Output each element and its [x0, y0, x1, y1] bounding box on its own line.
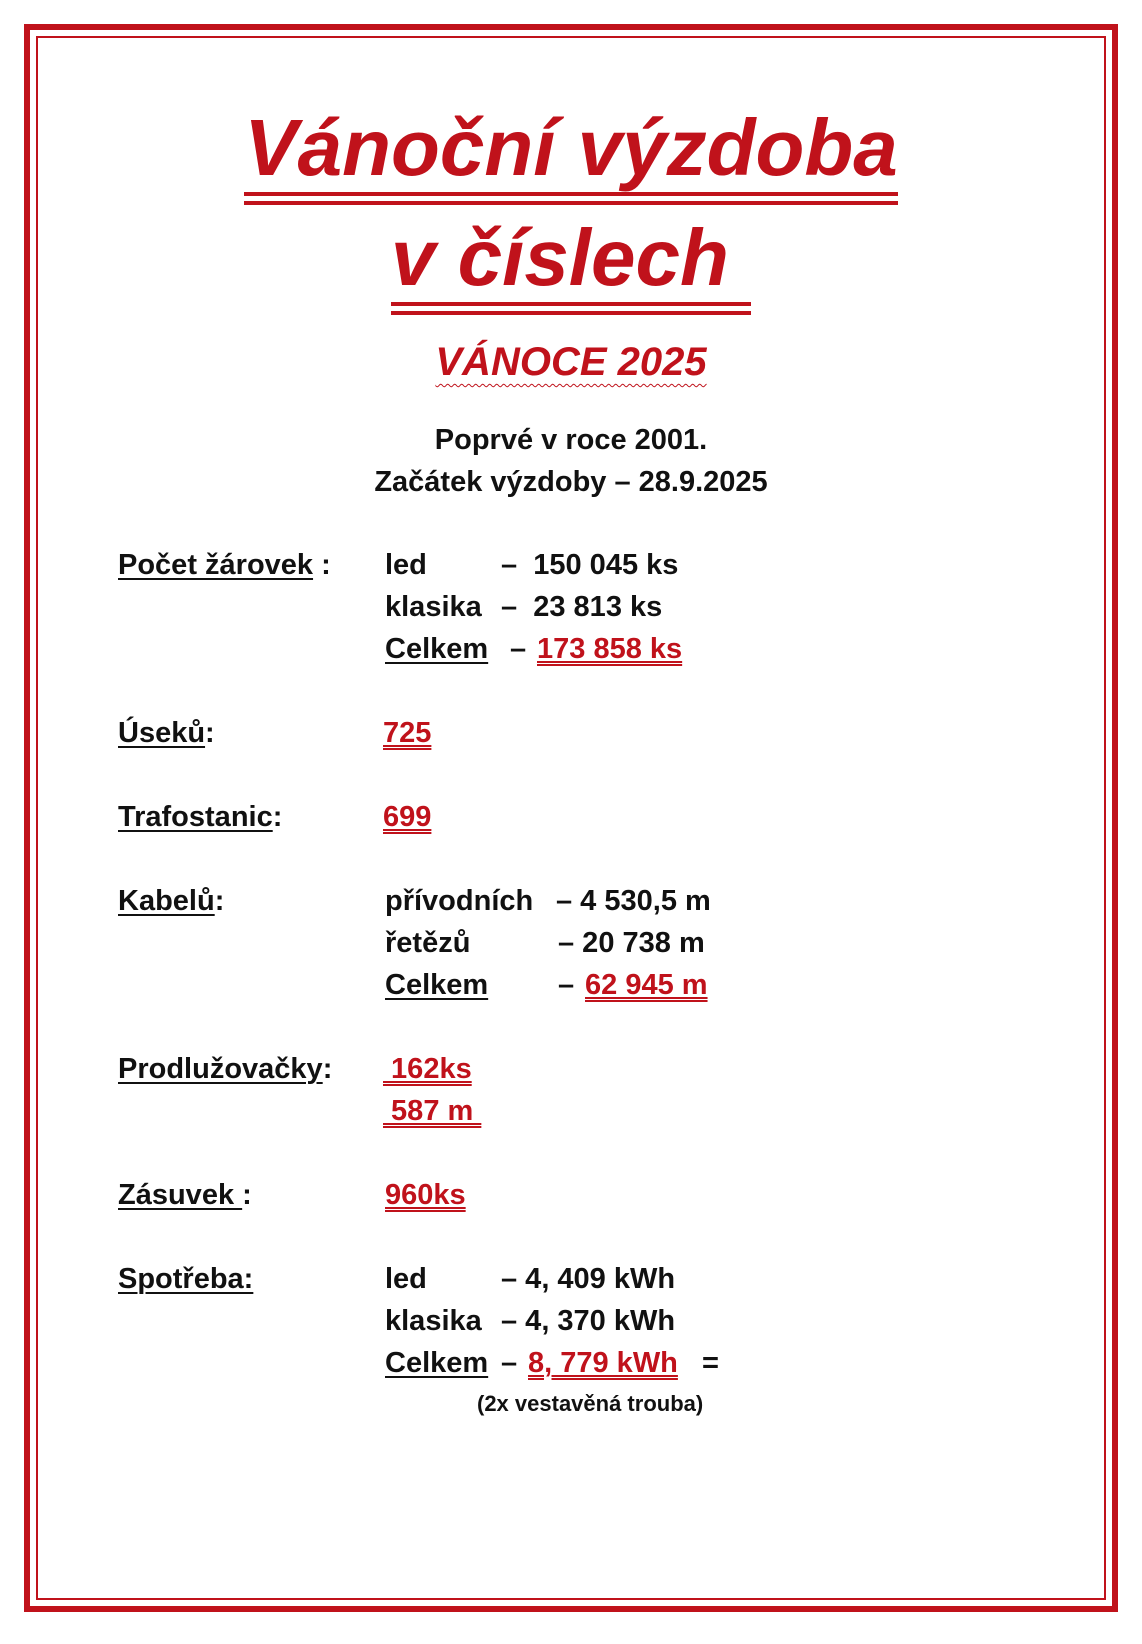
zarovky-led-value: – 150 045 ks [501, 549, 679, 581]
kabelu-label: Kabelů [118, 885, 215, 917]
spotreba-klasika-value: – 4, 370 kWh [501, 1305, 676, 1337]
prodluzovacky-value-1: 162ks [383, 1053, 472, 1085]
spotreba-label: Spotřeba: [118, 1263, 254, 1295]
useku-colon: : [205, 717, 215, 749]
prodluzovacky-label: Prodlužovačky [118, 1053, 323, 1085]
kabelu-total-value: 62 945 m [585, 969, 708, 1001]
zasuvek-colon: : [242, 1179, 252, 1211]
zarovky-klasika-label: klasika [385, 591, 482, 623]
intro-line-1: Poprvé v roce 2001. [434, 424, 708, 456]
zarovky-label: Počet žárovek [118, 549, 314, 581]
spotreba-note: (2x vestavěná trouba) [477, 1391, 704, 1416]
trafostanic-label-row [118, 800, 282, 834]
spotreba-total-dash: – [501, 1347, 518, 1379]
prodluzovacky-value-2: 587 m [383, 1095, 482, 1127]
kabelu-retezu-label: řetězů [385, 927, 471, 959]
useku-label: Úseků [118, 717, 206, 749]
kabelu-total-row [385, 968, 488, 1002]
zasuvek-label: Zásuvek [118, 1179, 243, 1211]
zarovky-total-row [385, 632, 488, 666]
spotreba-total-row [385, 1346, 488, 1380]
kabelu-total-label: Celkem [385, 969, 489, 1001]
spotreba-klasika-label: klasika [385, 1305, 482, 1337]
zarovky-colon: : [313, 549, 331, 581]
zarovky-total-value: 173 858 ks [537, 633, 683, 665]
title-line-1: Vánoční výzdoba [244, 108, 897, 196]
zarovky-total-dash: – [510, 633, 527, 665]
trafostanic-label: Trafostanic [118, 801, 273, 833]
useku-value: 725 [383, 717, 432, 749]
kabelu-total-dash: – [558, 969, 575, 1001]
trafostanic-value: 699 [383, 801, 432, 833]
kabelu-label-row [118, 884, 224, 918]
title-line-2: v číslech [391, 218, 751, 306]
useku-label-row [118, 716, 215, 750]
prodluzovacky-label-row [118, 1052, 332, 1086]
prodluzovacky-colon: : [322, 1053, 333, 1085]
spotreba-total-label: Celkem [385, 1347, 489, 1379]
kabelu-privodnich-value: – 4 530,5 m [556, 885, 711, 917]
title-line-2-wrap [0, 213, 1142, 306]
spotreba-led-value: – 4, 409 kWh [501, 1263, 676, 1295]
trafostanic-colon: : [272, 801, 283, 833]
kabelu-retezu-value: – 20 738 m [558, 927, 705, 959]
kabelu-colon: : [214, 885, 225, 917]
zarovky-led-label: led [385, 549, 427, 581]
zasuvek-label-row [118, 1178, 252, 1212]
zarovky-label-row [118, 548, 331, 582]
zarovky-total-label: Celkem [385, 633, 489, 665]
spotreba-label-row [118, 1262, 253, 1296]
kabelu-privodnich-label: přívodních [385, 885, 534, 917]
spotreba-equals: = [702, 1347, 719, 1379]
zarovky-klasika-value: – 23 813 ks [501, 591, 663, 623]
spotreba-led-label: led [385, 1263, 427, 1295]
zasuvek-value: 960ks [385, 1179, 466, 1211]
subtitle-wrap [0, 342, 1142, 382]
subtitle: VÁNOCE 2025 [435, 340, 707, 384]
spotreba-total-value: 8, 779 kWh [528, 1347, 678, 1379]
title-line-1-wrap [0, 103, 1142, 196]
intro-line-2: Začátek výzdoby – 28.9.2025 [374, 466, 768, 498]
